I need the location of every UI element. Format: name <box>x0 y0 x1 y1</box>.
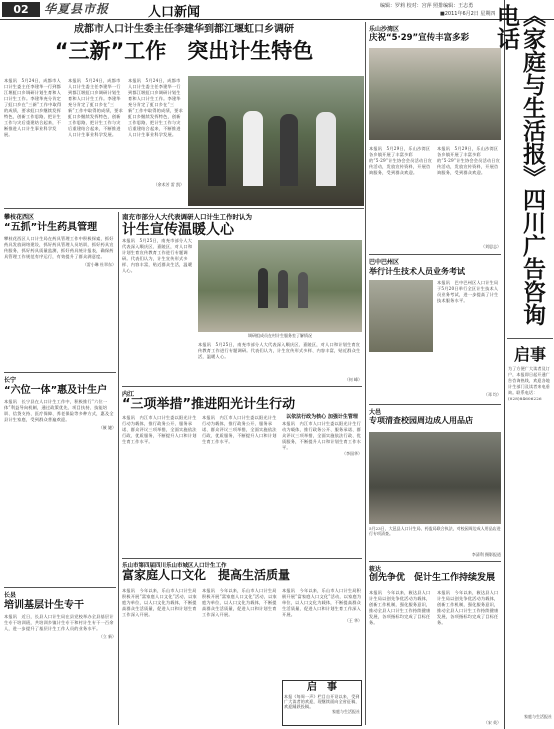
story-subheadline: 以依法行政为核心 加强计生管理 <box>286 414 358 420</box>
story-photo <box>369 280 433 352</box>
story-kicker: 筱达 <box>369 566 382 573</box>
story-kicker: 巴中巴州区 <box>369 259 400 266</box>
story-body: 本报讯 巴中巴州区人口计生局于5月20日举行全区计生技术人员业务考试，进一步提高了计生技术服务水平。 <box>437 280 499 303</box>
story-body: 本报讯 今年以来，筱达县人口计生局以创先争优活动为载体，创新工作机制，强化服务意识，推动全县人口计生工作持续健康发展，各项指标均完成了目标任务。 <box>437 590 499 625</box>
lead-kicker: 成都市人口计生委主任李建华到都江堰虹口乡调研 <box>74 24 294 35</box>
divider <box>369 404 501 405</box>
story-kicker: 攀枝花西区 <box>4 214 35 221</box>
story-headline: 创先争优 促计生工作持续发展 <box>369 573 496 583</box>
story-byline: （何 峰） <box>344 377 362 382</box>
story-kicker: 大邑 <box>369 409 382 416</box>
story-leshan-head <box>122 561 362 585</box>
story-body: 本报讯 5月25日，南充市部分人大代表深入顺庆区、嘉陵区，对人口和计划生育宣传教育工作进行专题调研。代表们认为，计生宣传形式多样、内容丰富，贴近群众生活，温暖人心。 <box>122 238 193 273</box>
story-byline: （立 新） <box>98 633 116 639</box>
lead-headline-block <box>4 24 364 64</box>
right-sidebar <box>493 0 554 729</box>
story-kicker: 长县 <box>4 592 17 599</box>
divider <box>369 254 501 255</box>
story-headline: 培训基层计生专干 <box>4 600 84 611</box>
lead-body-col3: 本报讯 5月24日，成都市人口计生委主任李建华一行到都江堰虹口乡调研计划生育和人口计生工作。李建华充分肯定了虹口乡在“三新”工作中取得的成绩，要求虹口乡继续发挥特色，创新工作思路，把计生工作与灾后重建结合起来，不断推进人口计生事业科学发展。 <box>128 78 183 137</box>
story-body: 本报讯 近日，长县人口计生局在县党校举办全县基层计生专干培训班，共培训乡镇计生专干和村计生专干一百余人，进一步提升了基层计生工作人员的业务水平。 <box>4 613 114 631</box>
story-changning <box>4 375 116 585</box>
story-neijiang-col3 <box>282 415 362 555</box>
story-body: 攀枝花西区人口计生局在药具管理工作中积极探索，抓好药具发放网络建设，抓好药具管理人员培训，抓好药具宣传服务，抓好药具质量监测，抓好药具统计报表，确保药具管理工作规范有序运行，有效提升了群众满意度。 <box>4 235 114 259</box>
lead-photo <box>188 76 364 206</box>
lead-byline: （余术芳 雷 凯） <box>153 182 184 187</box>
divider <box>507 338 553 339</box>
lead-body-col2: 本报讯 5月24日，成都市人口计生委主任李建华一行到都江堰虹口乡调研计划生育和人口计生工作。李建华充分肯定了虹口乡在“三新”工作中取得的成绩，要求虹口乡继续发挥特色，创新工作思路，把计生工作与灾后重建结合起来，不断推进人口计生事业科学发展。 <box>68 78 123 137</box>
story-body: 本报讯 长宁县在人口计生工作中，积极推行“六位一体”利益导向机制，通过政策优先、项目扶持、技能培训、信贷支持、医疗保障、养老保险等多种方式，惠及全县计生家庭，受到群众普遍欢迎。 <box>4 398 114 422</box>
story-headline: 计生宣传温暖人心 <box>122 222 234 238</box>
story-headline: “三项举措”推进阳光计生行动 <box>122 397 296 412</box>
story-suda <box>369 564 501 588</box>
story-dayi <box>369 407 501 431</box>
story-byline: （刘思志） <box>481 244 501 249</box>
story-panzhihua <box>4 212 116 370</box>
column-rule <box>118 212 119 725</box>
notice-signature: 家庭与生活报社 <box>332 708 360 714</box>
sidebar-notice-body: 为了方便广大读者及订户，本报即日起开通广告咨询热线，欢迎各地计生部门及读者来电垂询。联系电话：(028)84606226 <box>508 366 550 401</box>
column-rule <box>365 22 366 725</box>
masthead <box>0 0 554 20</box>
sidebar-signature: 家庭与生活报社 <box>524 714 552 719</box>
story-neijiang-head <box>122 389 362 413</box>
story-kicker: 乐山市第四届四川乐山市城区人口计生工作 <box>122 563 227 569</box>
story-body: 本报讯 今年以来，乐山市人口计生局积极开展“富家庭人口文化”活动，以家庭为单位，以人口文化为载体，不断提高群众生活质量，促进人口和计划生育工作深入开展。 <box>202 588 277 617</box>
paper-name-logo: 华夏县市报 <box>44 2 110 16</box>
section-title: 人口新闻 <box>148 5 201 20</box>
story-byline: （筱 婕） <box>98 424 116 430</box>
story-headline: 庆祝“5·29”宣传丰富多彩 <box>369 33 470 43</box>
divider <box>4 372 116 373</box>
story-kicker: 南充市部分人大代表调研人口计生工作时认为 <box>122 213 252 221</box>
story-kicker: 乐山沙湾区 <box>369 26 400 33</box>
divider <box>4 587 116 588</box>
story-leshan-col3 <box>282 588 362 678</box>
story-byline: （李国华） <box>342 450 362 456</box>
story-photo <box>198 240 362 332</box>
lead-body-col1: 本报讯 5月24日，成都市人口计生委主任李建华一行到都江堰虹口乡调研计划生育和人口计生工作。李建华充分肯定了虹口乡在“三新”工作中取得的成绩，要求虹口乡继续发挥特色，创新工作思路，把计生工作与灾后重建结合起来，不断推进人口计生事业科学发展。 <box>4 78 62 137</box>
story-body: 本报讯 今年以来，筱达县人口计生局以创先争优活动为载体，创新工作机制，强化服务意识，推动全县人口计生工作持续健康发展，各项指标均完成了目标任务。 <box>369 590 431 625</box>
story-headline: “五抓”计生药具管理 <box>4 222 98 233</box>
photo-byline: 李清利 摄影报道 <box>471 552 501 557</box>
story-byline: （邓 均） <box>483 392 501 397</box>
lead-headline: “三新”工作 突出计生特色 <box>54 38 314 63</box>
story-byline: （雷小琳 杜翠东） <box>82 261 116 267</box>
divider <box>122 558 362 559</box>
photo-caption: 5月23日，大邑县人口计生局、药监局联合执法，对校园周边成人用品店进行专项清查。 <box>369 526 501 536</box>
story-body: 本报讯 5月25日，南充市部分人大代表深入顺庆区、嘉陵区，对人口和计划生育宣传教育工作进行专题调研。代表们认为，计生宣传形式多样、内容丰富，贴近群众生活，温暖人心。 <box>198 342 361 359</box>
issue-date: ■2011年6月2日 星期四 <box>440 11 496 17</box>
story-headline: 富家庭人口文化 提高生活质量 <box>122 568 291 582</box>
divider <box>4 208 364 209</box>
notice-title: 启 事 <box>307 682 337 693</box>
story-headline: “六位一体”惠及计生户 <box>4 385 108 396</box>
ad-hotline-title: 《家庭与生活报》四川广告咨询电话 <box>493 4 545 326</box>
story-headline: 举行计生技术人员业务考试 <box>369 267 465 276</box>
story-body: 本报讯 5月29日，乐山沙湾区各乡镇开展了丰富多彩的“5·29”计生协会会员活动日宣传活动，发放宣传资料，开展咨询服务，受到群众欢迎。 <box>437 146 501 175</box>
story-byline: （宋 英） <box>483 720 501 725</box>
notice-body: 本报《每周一声》栏目自开设以来，受到广大读者的欢迎，现继续面向全省征稿，欢迎踊跃投稿。 <box>284 693 360 709</box>
page-number: 02 <box>2 2 40 17</box>
story-body: 本报讯 内江市人口计生委以阳光计生行动为载体，推行政务公开、服务承诺、群众评议三项举措，全面实施依法行政、优质服务，不断提升人口和计划生育工作水平。 <box>122 415 197 444</box>
sidebar-notice-title: 启事 <box>513 345 546 364</box>
story-kicker: 内江 <box>122 391 135 398</box>
story-photo <box>369 48 501 140</box>
story-body: 本报讯 今年以来，乐山市人口计生局积极开展“富家庭人口文化”活动，以家庭为单位，以人口文化为载体，不断提高群众生活质量，促进人口和计划生育工作深入开展。 <box>122 588 197 617</box>
story-body: 本报讯 内江市人口计生委以阳光计生行动为载体，推行政务公开、服务承诺、群众评议三项举措，全面实施依法行政、优质服务，不断提升人口和计划生育工作水平。 <box>282 420 361 450</box>
story-kicker: 长宁 <box>4 377 17 384</box>
story-body: 本报讯 今年以来，乐山市人口计生局积极开展“富家庭人口文化”活动，以家庭为单位，以人口文化为载体，不断提高群众生活质量，促进人口和计划生育工作深入开展。 <box>282 588 362 617</box>
story-training <box>4 590 116 725</box>
editors-line: 编辑：罗莉 校对：宫萍 照排编辑：王志勇 <box>380 3 474 9</box>
story-photo <box>369 432 501 524</box>
story-body: 本报讯 内江市人口计生委以阳光计生行动为载体，推行政务公开、服务承诺、群众评议三项举措，全面实施依法行政、优质服务，不断提升人口和计划生育工作水平。 <box>202 415 277 444</box>
photo-caption: 调研组成员在村计生服务室了解情况 <box>248 333 312 338</box>
story-byline: （王 华） <box>344 618 362 623</box>
divider <box>122 386 362 387</box>
story-headline: 专项清查校园周边成人用品店 <box>369 416 473 425</box>
story-body: 本报讯 5月29日，乐山沙湾区各乡镇开展了丰富多彩的“5·29”计生协会会员活动日宣传活动，发放宣传资料，开展咨询服务，受到群众欢迎。 <box>369 146 433 175</box>
notice-box <box>282 680 362 726</box>
divider <box>369 561 501 562</box>
